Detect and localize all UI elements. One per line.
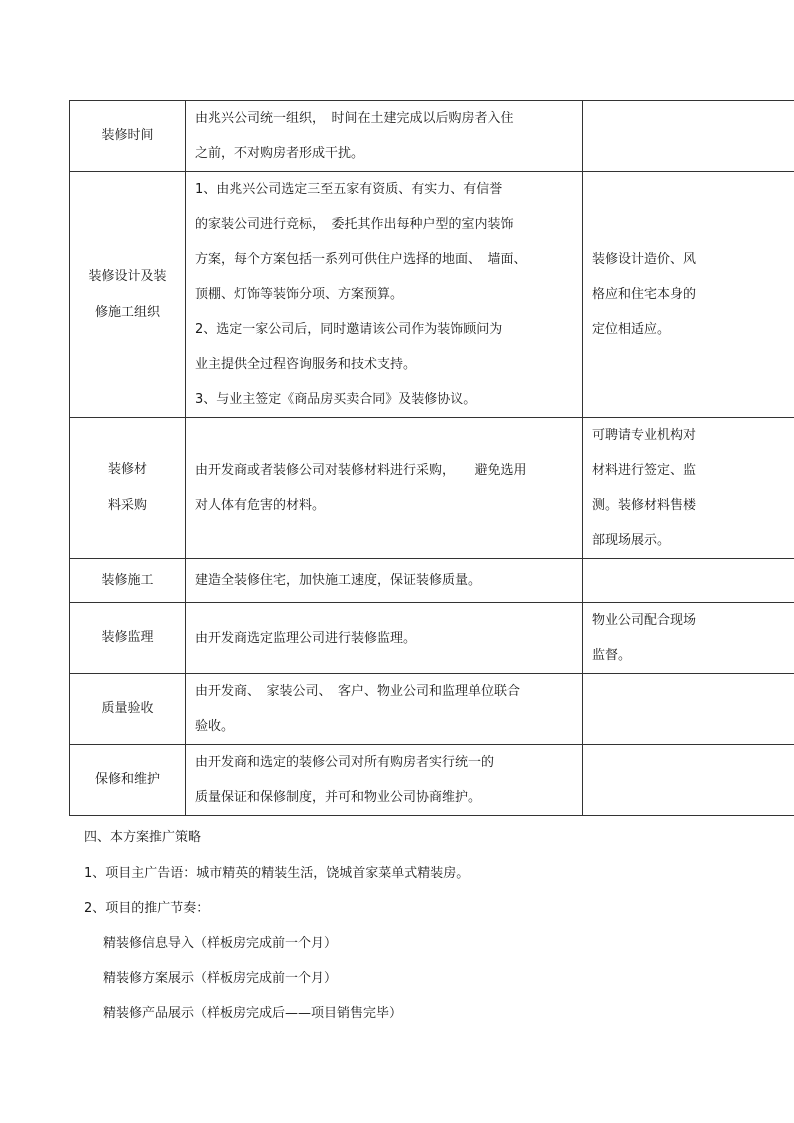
category-cell-line: 装修设计及装	[88, 268, 167, 284]
note-cell	[583, 603, 794, 674]
note-cell	[583, 101, 794, 172]
slogan-item: 1、项目主广告语：城市精英的精装生活，饶城首家菜单式精装房。	[84, 866, 470, 881]
table-body	[70, 101, 794, 816]
description-cell-line: 质量保证和保修制度，并可和物业公司协商维护。	[195, 790, 482, 805]
note-cell	[583, 418, 794, 559]
category-cell-line: 修施工组织	[94, 304, 160, 320]
table-row	[70, 603, 794, 674]
description-cell-line: 的家装公司进行竞标， 委托其作出每种户型的室内装饰	[195, 217, 514, 232]
description-cell-line: 建造全装修住宅，加快施工速度，保证装修质量。	[195, 573, 482, 588]
section-heading: 四、本方案推广策略	[84, 830, 202, 845]
description-cell-line: 对人体有危害的材料。	[195, 498, 326, 513]
description-cell-line: 由开发商、 家装公司、 客户、物业公司和监理单位联合	[195, 684, 521, 699]
table-row	[70, 172, 794, 418]
note-cell	[583, 172, 794, 418]
category-cell	[70, 559, 186, 603]
description-cell-line: 方案，每个方案包括一系列可供住户选择的地面、 墙面、	[195, 252, 527, 267]
description-cell-line: 1、由兆兴公司选定三至五家有资质、有实力、有信誉	[195, 182, 503, 197]
category-cell-line: 装修材	[107, 462, 147, 477]
category-cell-line: 料采购	[107, 498, 147, 513]
description-cell	[186, 603, 583, 674]
description-cell	[186, 674, 583, 745]
note-cell-line: 监督。	[592, 648, 632, 663]
note-cell-line: 可聘请专业机构对	[592, 428, 697, 443]
table-row	[70, 745, 794, 816]
note-cell	[583, 674, 794, 745]
description-cell-line: 由开发商和选定的装修公司对所有购房者实行统一的	[195, 755, 495, 770]
category-cell	[70, 603, 186, 674]
table-row	[70, 101, 794, 172]
note-cell-line: 测。装修材料售楼	[592, 498, 697, 513]
note-cell-line: 物业公司配合现场	[592, 613, 697, 628]
category-cell	[70, 674, 186, 745]
note-cell-line: 定位相适应。	[592, 322, 671, 337]
category-cell	[70, 418, 186, 559]
table-row	[70, 559, 794, 603]
description-cell-line: 2、选定一家公司后，同时邀请该公司作为装饰顾问为	[195, 322, 503, 337]
description-cell-line: 验收。	[195, 719, 235, 734]
category-cell-line: 装修施工	[101, 572, 154, 588]
note-cell	[583, 745, 794, 816]
description-cell	[186, 745, 583, 816]
note-cell-line: 材料进行签定、监	[592, 463, 697, 478]
description-cell-line: 由开发商选定监理公司进行装修监理。	[195, 630, 417, 646]
category-cell-line: 装修监理	[101, 630, 154, 645]
phase-item: 精装修方案展示（样板房完成前一个月）	[103, 971, 338, 986]
rhythm-item: 2、项目的推广节奏：	[84, 901, 210, 916]
category-cell	[70, 745, 186, 816]
description-cell	[186, 101, 583, 172]
note-cell-line: 装修设计造价、风	[592, 252, 697, 267]
category-cell-line: 质量验收	[101, 701, 154, 716]
phase-item: 精装修产品展示（样板房完成后——项目销售完毕）	[103, 1006, 403, 1021]
description-cell-line: 3、与业主签定《商品房买卖合同》及装修协议。	[195, 392, 477, 407]
phase-item: 精装修信息导入（样板房完成前一个月）	[103, 936, 338, 951]
category-cell	[70, 172, 186, 418]
category-cell	[70, 101, 186, 172]
table-row	[70, 418, 794, 559]
table-row	[70, 674, 794, 745]
description-cell	[186, 172, 583, 418]
description-cell-line: 之前，不对购房者形成干扰。	[195, 146, 365, 161]
description-cell-line: 由兆兴公司统一组织， 时间在土建完成以后购房者入住	[195, 111, 514, 126]
category-cell-line: 保修和维护	[94, 772, 160, 787]
description-cell-line: 顶棚、灯饰等装饰分项、方案预算。	[195, 287, 404, 302]
note-cell-line: 部现场展示。	[592, 533, 671, 548]
category-cell-line: 装修时间	[101, 128, 154, 143]
decoration-plan-table	[69, 100, 794, 816]
description-cell-line: 由开发商或者装修公司对装修材料进行采购， 避免选用	[195, 463, 527, 478]
note-cell	[583, 559, 794, 603]
description-cell	[186, 559, 583, 603]
description-cell	[186, 418, 583, 559]
description-cell-line: 业主提供全过程咨询服务和技术支持。	[195, 357, 417, 372]
note-cell-line: 格应和住宅本身的	[592, 287, 697, 302]
